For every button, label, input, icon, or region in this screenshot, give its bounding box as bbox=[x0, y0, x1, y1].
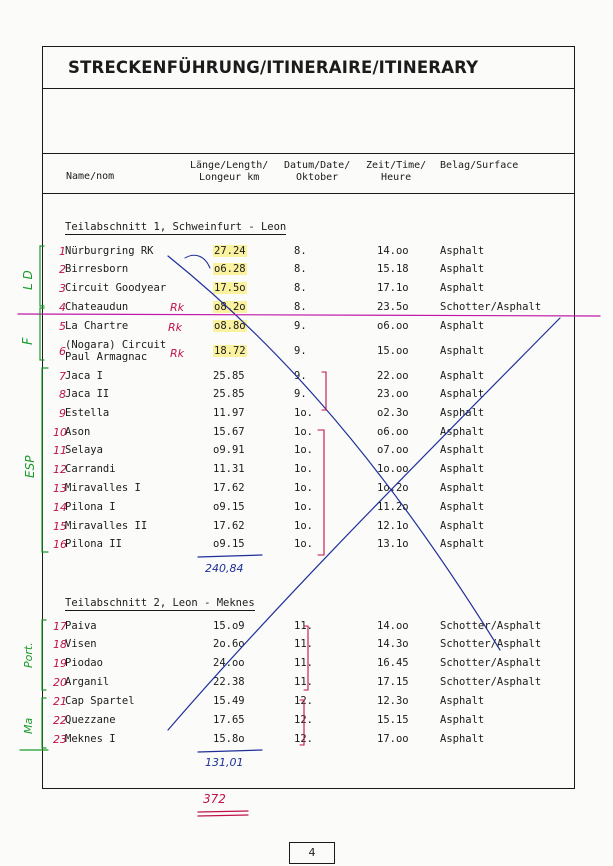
margin-note-ld: L D bbox=[21, 270, 35, 290]
stage-number: 21 bbox=[53, 695, 67, 708]
stage-length: 18.72 bbox=[214, 345, 246, 357]
stage-day: 12. bbox=[294, 714, 313, 726]
stage-name: Miravalles II bbox=[65, 520, 148, 532]
stage-surface: Asphalt bbox=[440, 282, 485, 294]
stage-number: 7 bbox=[59, 370, 66, 383]
stage-length: 15.o9 bbox=[213, 620, 245, 632]
stage-day: 9. bbox=[294, 370, 307, 382]
stage-surface: Asphalt bbox=[440, 245, 485, 257]
stage-surface: Asphalt bbox=[440, 345, 485, 357]
red-bracket-day-3 bbox=[304, 626, 308, 690]
stage-surface: Asphalt bbox=[440, 733, 485, 745]
stage-day: 1o. bbox=[294, 407, 313, 419]
stage-name: Chateaudun bbox=[65, 301, 129, 313]
stage-length: 17.5o bbox=[214, 282, 246, 294]
stage-day: 11. bbox=[294, 620, 313, 632]
stage-number: 9 bbox=[59, 407, 66, 420]
stage-time: 15.oo bbox=[377, 345, 409, 357]
stage-length: 25.85 bbox=[213, 388, 245, 400]
stage-surface: Asphalt bbox=[440, 444, 485, 456]
stage-day: 12. bbox=[294, 695, 313, 707]
page-number: 4 bbox=[289, 842, 335, 864]
green-bracket-ma bbox=[42, 698, 46, 748]
section1-total: 240,84 bbox=[205, 562, 244, 575]
blue-underline-1 bbox=[198, 555, 262, 557]
stage-day: 1o. bbox=[294, 426, 313, 438]
stage-number: 2 bbox=[59, 263, 66, 276]
stage-surface: Schotter/Asphalt bbox=[440, 657, 542, 669]
stage-surface: Asphalt bbox=[440, 263, 485, 275]
stage-surface: Asphalt bbox=[440, 714, 485, 726]
stage-time: 15.15 bbox=[377, 714, 409, 726]
stage-day: 11. bbox=[294, 676, 313, 688]
stage-day: 1o. bbox=[294, 482, 313, 494]
stage-name: Carrandi bbox=[65, 463, 116, 475]
stage-length: o8.8o bbox=[214, 320, 246, 332]
stage-name: Arganil bbox=[65, 676, 110, 688]
stage-number: 19 bbox=[53, 657, 67, 670]
stage-time: 17.oo bbox=[377, 733, 409, 745]
stage-time: o7.oo bbox=[377, 444, 409, 456]
stage-name: Jaca I bbox=[65, 370, 103, 382]
stage-surface: Schotter/Asphalt bbox=[440, 676, 542, 688]
stage-surface: Asphalt bbox=[440, 407, 485, 419]
stage-number: 5 bbox=[59, 320, 66, 333]
stage-day: 1o. bbox=[294, 520, 313, 532]
stage-length: o9.15 bbox=[213, 538, 245, 550]
stage-length: o9.15 bbox=[213, 501, 245, 513]
red-bracket-day-2 bbox=[318, 430, 324, 555]
blue-cross-stroke-2 bbox=[168, 318, 560, 730]
stage-number: 17 bbox=[53, 620, 67, 633]
stage-name: Birresborn bbox=[65, 263, 129, 275]
stage-time: 17.15 bbox=[377, 676, 409, 688]
rk-note-1: Rk bbox=[170, 301, 185, 314]
stage-number: 14 bbox=[53, 501, 67, 514]
stage-length: 24.oo bbox=[213, 657, 245, 669]
stage-number: 13 bbox=[53, 482, 67, 495]
stage-number: 11 bbox=[53, 444, 67, 457]
stage-length: 2o.6o bbox=[213, 638, 245, 650]
green-bracket-esp bbox=[42, 368, 48, 552]
stage-length: 17.62 bbox=[213, 520, 245, 532]
grand-total: 372 bbox=[203, 792, 226, 806]
stage-time: 14.oo bbox=[377, 620, 409, 632]
stage-time: 23.oo bbox=[377, 388, 409, 400]
stage-name: Visen bbox=[65, 638, 97, 650]
stage-number: 1 bbox=[59, 245, 66, 258]
red-bracket-day-4 bbox=[300, 700, 304, 745]
stage-length: 22.38 bbox=[213, 676, 245, 688]
stage-name: (Nogara) Circuit bbox=[65, 339, 167, 351]
stage-number: 8 bbox=[59, 388, 66, 401]
stage-surface: Asphalt bbox=[440, 426, 485, 438]
stage-time: 1o.2o bbox=[377, 482, 409, 494]
stage-name: Nürburgring RK bbox=[65, 245, 154, 257]
stage-surface: Asphalt bbox=[440, 320, 485, 332]
stage-day: 8. bbox=[294, 263, 307, 275]
stage-name: Miravalles I bbox=[65, 482, 141, 494]
stage-number: 10 bbox=[53, 426, 67, 439]
rk-note-2: Rk bbox=[168, 321, 183, 334]
stage-number: 12 bbox=[53, 463, 67, 476]
header-length: Länge/Length/ Longeur km bbox=[190, 160, 269, 183]
stage-time: 14.3o bbox=[377, 638, 409, 650]
stage-length: 15.8o bbox=[213, 733, 245, 745]
stage-name: Pilona II bbox=[65, 538, 122, 550]
stage-number: 23 bbox=[53, 733, 67, 746]
header-surface: Belag/Surface bbox=[440, 160, 519, 171]
stage-time: 1o.oo bbox=[377, 463, 409, 475]
stage-time: 11.2o bbox=[377, 501, 409, 513]
stage-time: 13.1o bbox=[377, 538, 409, 550]
stage-day: 9. bbox=[294, 320, 307, 332]
green-bracket-ld bbox=[40, 246, 44, 306]
stage-surface: Asphalt bbox=[440, 463, 485, 475]
stage-time: 16.45 bbox=[377, 657, 409, 669]
blue-underline-2 bbox=[198, 750, 262, 752]
stage-time: 12.1o bbox=[377, 520, 409, 532]
stage-name: Circuit Goodyear bbox=[65, 282, 167, 294]
stage-time: o2.3o bbox=[377, 407, 409, 419]
stage-time: 14.oo bbox=[377, 245, 409, 257]
stage-time: o6.oo bbox=[377, 426, 409, 438]
stage-length: 15.49 bbox=[213, 695, 245, 707]
stage-day: 11. bbox=[294, 657, 313, 669]
stage-day: 11. bbox=[294, 638, 313, 650]
stage-time: 15.18 bbox=[377, 263, 409, 275]
section2-title: Teilabschnitt 2, Leon - Meknes bbox=[65, 597, 255, 609]
stage-length: o9.91 bbox=[213, 444, 245, 456]
stage-length: 15.67 bbox=[213, 426, 245, 438]
stage-day: 1o. bbox=[294, 463, 313, 475]
stage-number: 6 bbox=[59, 345, 66, 358]
section1-title: Teilabschnitt 1, Schweinfurt - Leon bbox=[65, 221, 287, 233]
stage-time: o6.oo bbox=[377, 320, 409, 332]
red-bracket-day-1 bbox=[322, 372, 326, 410]
stage-day: 8. bbox=[294, 282, 307, 294]
magenta-strike-line bbox=[18, 314, 600, 316]
stage-day: 1o. bbox=[294, 501, 313, 513]
stage-surface: Asphalt bbox=[440, 388, 485, 400]
green-bracket-f bbox=[40, 308, 44, 360]
margin-note-f: F bbox=[21, 337, 36, 345]
blue-arrow-loop bbox=[185, 255, 210, 268]
section2-total: 131,01 bbox=[205, 756, 244, 769]
stage-name: Estella bbox=[65, 407, 110, 419]
stage-length: 25.85 bbox=[213, 370, 245, 382]
stage-name: Meknes I bbox=[65, 733, 116, 745]
red-underline-grand-1 bbox=[198, 811, 248, 812]
stage-surface: Asphalt bbox=[440, 538, 485, 550]
stage-name: Quezzane bbox=[65, 714, 116, 726]
stage-name: Jaca II bbox=[65, 388, 110, 400]
stage-number: 3 bbox=[59, 282, 66, 295]
stage-day: 12. bbox=[294, 733, 313, 745]
stage-surface: Asphalt bbox=[440, 520, 485, 532]
stage-day: 9. bbox=[294, 388, 307, 400]
stage-number: 20 bbox=[53, 676, 67, 689]
page-title: STRECKENFÜHRUNG/ITINERAIRE/ITINERARY bbox=[68, 58, 479, 77]
stage-number: 15 bbox=[53, 520, 67, 533]
stage-time: 17.1o bbox=[377, 282, 409, 294]
stage-length: o8.2o bbox=[214, 301, 246, 313]
stage-name: Pilona I bbox=[65, 501, 116, 513]
stage-name: Selaya bbox=[65, 444, 103, 456]
stage-day: 1o. bbox=[294, 444, 313, 456]
header-time: Zeit/Time/ Heure bbox=[366, 160, 427, 183]
stage-day: 1o. bbox=[294, 538, 313, 550]
stage-length: 11.31 bbox=[213, 463, 245, 475]
header-name: Name/nom bbox=[66, 171, 115, 182]
stage-surface: Asphalt bbox=[440, 501, 485, 513]
stage-time: 12.3o bbox=[377, 695, 409, 707]
rk-note-3: Rk bbox=[170, 347, 185, 360]
stage-surface: Schotter/Asphalt bbox=[440, 620, 542, 632]
green-bracket-port bbox=[42, 620, 46, 690]
stage-day: 8. bbox=[294, 245, 307, 257]
stage-surface: Schotter/Asphalt bbox=[440, 301, 542, 313]
stage-number: 22 bbox=[53, 714, 67, 727]
margin-note-port: Port. bbox=[22, 642, 35, 668]
stage-surface: Asphalt bbox=[440, 370, 485, 382]
stage-time: 23.5o bbox=[377, 301, 409, 313]
stage-number: 16 bbox=[53, 538, 67, 551]
stage-length: o6.28 bbox=[214, 263, 246, 275]
margin-note-ma: Ma bbox=[22, 717, 35, 734]
stage-name: La Chartre bbox=[65, 320, 129, 332]
stage-day: 8. bbox=[294, 301, 307, 313]
stage-surface: Asphalt bbox=[440, 482, 485, 494]
stage-length: 17.65 bbox=[213, 714, 245, 726]
stage-surface: Asphalt bbox=[440, 695, 485, 707]
stage-length: 17.62 bbox=[213, 482, 245, 494]
stage-length: 11.97 bbox=[213, 407, 245, 419]
stage-name: Cap Spartel bbox=[65, 695, 135, 707]
header-date: Datum/Date/ Oktober bbox=[284, 160, 351, 183]
stage-length: 27.24 bbox=[214, 245, 246, 257]
stage-name-line2: Paul Armagnac bbox=[65, 351, 148, 363]
stage-day: 9. bbox=[294, 345, 307, 357]
red-underline-grand-2 bbox=[198, 815, 248, 816]
stage-surface: Schotter/Asphalt bbox=[440, 638, 542, 650]
stage-time: 22.oo bbox=[377, 370, 409, 382]
stage-name: Paiva bbox=[65, 620, 97, 632]
stage-name: Piodao bbox=[65, 657, 103, 669]
margin-note-esp: ESP bbox=[23, 455, 37, 478]
stage-name: Ason bbox=[65, 426, 91, 438]
stage-number: 18 bbox=[53, 638, 67, 651]
stage-number: 4 bbox=[59, 301, 66, 314]
